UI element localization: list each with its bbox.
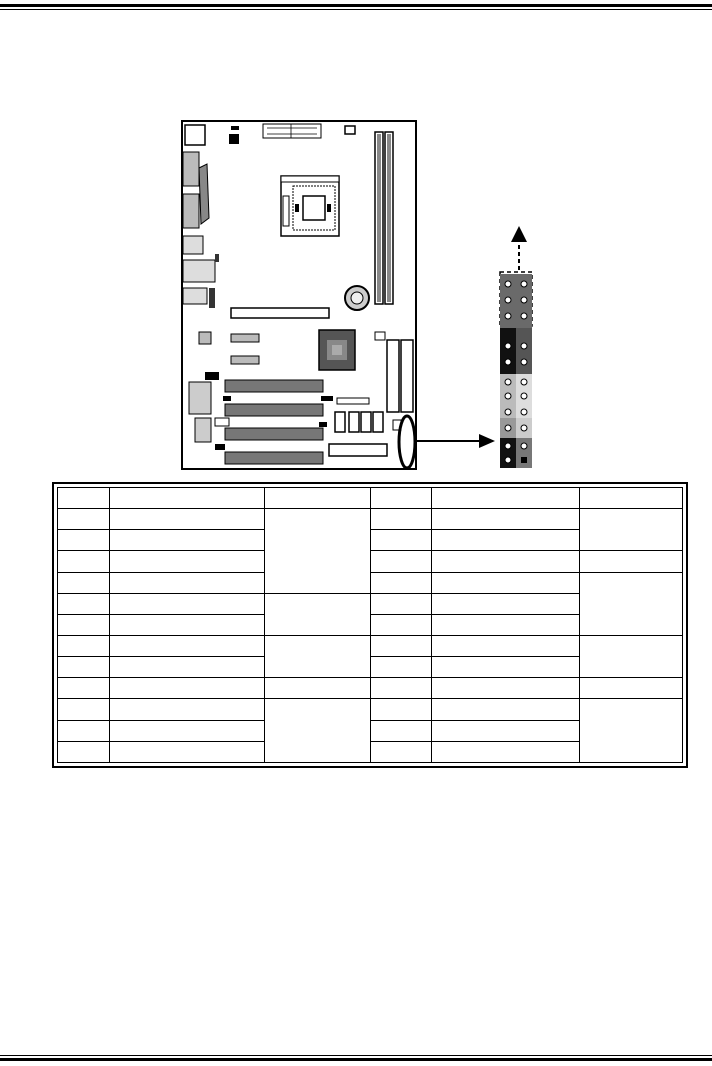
ide-connector-1 (387, 340, 399, 412)
table-cell (264, 509, 370, 594)
table-cell (109, 635, 264, 656)
table-cell (371, 699, 432, 720)
ide-connector-2 (401, 340, 413, 412)
table-row (58, 551, 683, 572)
table-cell (432, 699, 580, 720)
table-cell (109, 593, 264, 614)
table-cell (432, 635, 580, 656)
table-cell (109, 551, 264, 572)
bios-chip (195, 418, 211, 442)
table-cell (579, 488, 682, 509)
table-cell (432, 530, 580, 551)
pin-key-square (521, 457, 527, 463)
table-cell (432, 488, 580, 509)
table-cell (109, 614, 264, 635)
pcie-x1-slot-2 (231, 356, 259, 364)
pcie-x1-slot-1 (231, 334, 259, 342)
table-cell (579, 551, 682, 572)
fan-connector-top (345, 126, 355, 134)
table-row (58, 572, 683, 593)
sata-connector-3 (361, 412, 371, 432)
table-cell (58, 530, 110, 551)
table-cell (371, 614, 432, 635)
table-row (58, 635, 683, 656)
table-cell (109, 657, 264, 678)
front-panel-pin-header (478, 222, 548, 472)
table-cell (58, 635, 110, 656)
table-cell (579, 635, 682, 677)
pin-assignment-table (52, 482, 688, 768)
table-cell (371, 678, 432, 699)
table-row (58, 509, 683, 530)
table-cell (371, 635, 432, 656)
table-row (58, 488, 683, 509)
table-cell (371, 572, 432, 593)
table-cell (432, 657, 580, 678)
atx-power-connector (263, 124, 321, 138)
table-cell (264, 635, 370, 677)
sata-connector-1 (335, 412, 345, 432)
table-cell (109, 741, 264, 762)
table-body (58, 488, 683, 763)
table-cell (371, 593, 432, 614)
agp-slot (231, 308, 329, 318)
table-cell (109, 488, 264, 509)
table-cell (58, 720, 110, 741)
audio-codec (189, 382, 211, 414)
table-cell (264, 699, 370, 763)
pci-slot-4 (225, 452, 323, 464)
footer-rule-thin (0, 1055, 712, 1056)
table-cell (58, 678, 110, 699)
table-cell (109, 509, 264, 530)
table-cell (371, 720, 432, 741)
table-row (58, 678, 683, 699)
serial-port-1 (183, 152, 199, 186)
table-cell (371, 509, 432, 530)
table-cell (371, 551, 432, 572)
table-cell (371, 657, 432, 678)
audio-port (183, 288, 207, 304)
table-cell (58, 699, 110, 720)
header-rule-thick (0, 4, 712, 7)
table-cell (432, 572, 580, 593)
table-cell (109, 678, 264, 699)
floppy-connector (329, 444, 387, 456)
sata-connector-4 (373, 412, 383, 432)
footer-rule-thick (0, 1058, 712, 1061)
table-cell (432, 509, 580, 530)
table-row (58, 699, 683, 720)
table-cell (432, 720, 580, 741)
table-cell (58, 657, 110, 678)
table-cell (58, 614, 110, 635)
table-cell (264, 593, 370, 635)
pci-slot-2 (225, 404, 323, 416)
motherboard-layout-diagram (181, 120, 417, 470)
pci-slot-1 (225, 380, 323, 392)
table-cell (579, 572, 682, 635)
table-cell (58, 593, 110, 614)
jumper-top (231, 126, 239, 130)
serial-port-2 (183, 194, 199, 228)
table-cell (58, 551, 110, 572)
table-cell (432, 551, 580, 572)
usb-port (183, 236, 203, 254)
table-cell (109, 572, 264, 593)
table-cell (58, 488, 110, 509)
table-cell (579, 509, 682, 551)
header-rule-thin (0, 9, 712, 10)
table-cell (264, 488, 370, 509)
table-cell (432, 593, 580, 614)
table-cell (264, 678, 370, 699)
usb-header (337, 398, 369, 404)
table-cell (371, 488, 432, 509)
table-cell (432, 678, 580, 699)
table-cell (371, 530, 432, 551)
table-cell (432, 614, 580, 635)
table-cell (109, 530, 264, 551)
sata-connector-2 (349, 412, 359, 432)
pci-slot-3 (225, 428, 323, 440)
table-cell (371, 741, 432, 762)
table-cell (109, 720, 264, 741)
table-cell (58, 572, 110, 593)
table-cell (579, 678, 682, 699)
lan-port (183, 260, 215, 282)
table-cell (579, 699, 682, 763)
table-cell (109, 699, 264, 720)
parallel-port (199, 164, 209, 224)
ps2-port (185, 125, 205, 145)
dashed-arrow-up-icon (511, 226, 527, 270)
table-cell (58, 509, 110, 530)
table-cell (58, 741, 110, 762)
table-cell (432, 741, 580, 762)
chip-small (199, 332, 211, 344)
